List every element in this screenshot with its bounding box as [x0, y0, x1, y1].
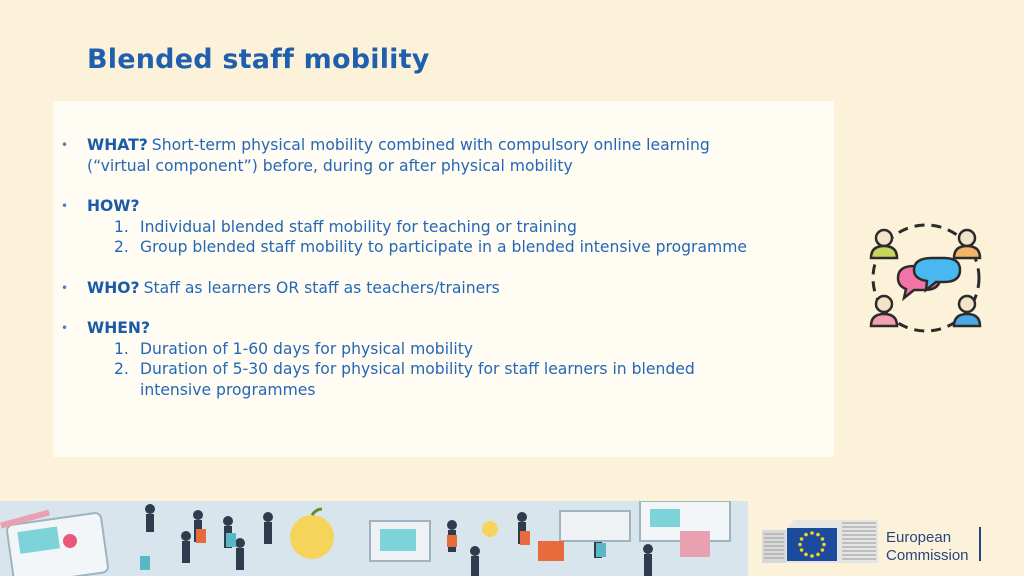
bullet-who [53, 278, 834, 299]
bullet-key: WHEN? [87, 319, 150, 337]
bullet-key: HOW? [87, 197, 140, 215]
bullet-key: WHO? [87, 278, 140, 297]
sub-item: 2. Group blended staff mobility to participate in a blended intensive programme [114, 238, 747, 256]
bullet-how [53, 196, 834, 258]
logo-divider [979, 527, 981, 561]
bullet-dot: • [61, 321, 69, 335]
bullet-key: WHAT? [87, 136, 148, 154]
page-title: Blended staff mobility [87, 44, 430, 75]
bullet-what [53, 135, 834, 176]
sub-list [87, 217, 834, 258]
commission-logo-text: European Commission [886, 529, 969, 564]
bullet-dot: • [61, 138, 69, 152]
sub-item: 2. Duration of 5-30 days for physical mobility for staff learners in blended intensive programmes [114, 360, 695, 399]
sub-item: 1. Duration of 1-60 days for physical mobility [114, 339, 474, 358]
people-discussion-icon [864, 220, 988, 340]
sub-item: 1. Individual blended staff mobility for teaching or training [114, 217, 577, 236]
bullet-text: Short-term physical mobility combined with compulsory online learning [151, 136, 710, 154]
bullet-text: Staff as learners OR staff as teachers/trainers [143, 278, 500, 297]
bullet-dot: • [61, 199, 69, 213]
bullet-list [53, 135, 834, 420]
sub-list [87, 339, 834, 401]
eu-flag-icon [787, 528, 837, 561]
bullet-when [53, 318, 834, 400]
illustration-strip [0, 501, 748, 576]
bullet-dot: • [61, 280, 69, 295]
content-panel [53, 101, 834, 457]
bullet-text: (“virtual component”) before, during or after physical mobility [87, 156, 573, 175]
